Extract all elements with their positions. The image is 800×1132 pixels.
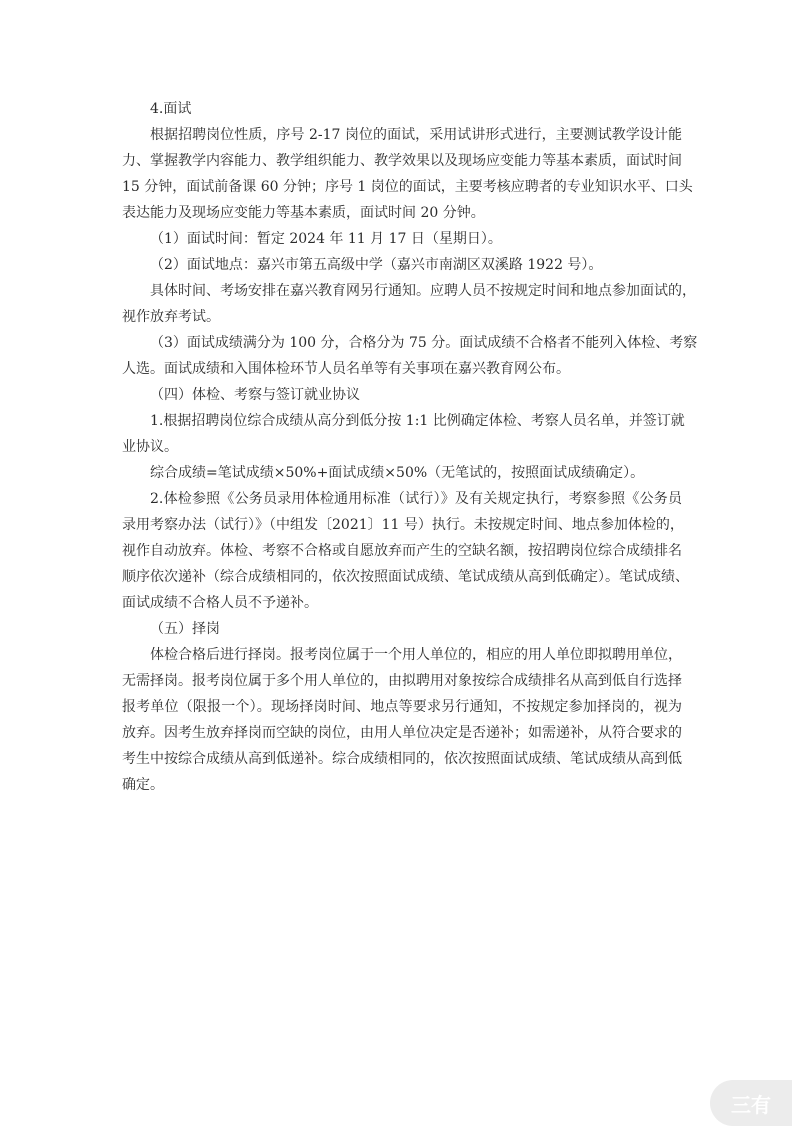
text-line: 根据招聘岗位性质，序号 2-17 岗位的面试，采用试讲形式进行，主要测试教学设计能 [150, 127, 682, 143]
text-line: 具体时间、考场安排在嘉兴教育网另行通知。应聘人员不按规定时间和地点参加面试的， [150, 283, 696, 299]
text-line: 人选。面试成绩和入围体检环节人员名单等有关事项在嘉兴教育网公布。 [122, 361, 570, 377]
text-line: 放弃。因考生放弃择岗而空缺的岗位，由用人单位决定是否递补；如需递补，从符合要求的 [122, 725, 682, 741]
text-line: 表达能力及现场应变能力等基本素质，面试时间 20 分钟。 [122, 205, 485, 221]
text-line: 面试成绩不合格人员不予递补。 [122, 595, 318, 611]
text-line: 1.根据招聘岗位综合成绩从高分到低分按 1:1 比例确定体检、考察人员名单，并签订就 [150, 413, 685, 429]
document-body [122, 98, 698, 800]
text-line: 体检合格后进行择岗。报考岗位属于一个用人单位的，相应的用人单位即拟聘用单位， [150, 647, 682, 663]
text-line: 2.体检参照《公务员录用体检通用标准（试行）》及有关规定执行，考察参照《公务员 [150, 491, 682, 507]
watermark-logo [710, 1080, 792, 1126]
text-line: 业协议。 [122, 439, 178, 455]
text-line: 无需择岗。报考岗位属于多个用人单位的，由拟聘用对象按综合成绩排名从高到低自行选择 [122, 673, 682, 689]
text-line: 力、掌握教学内容能力、教学组织能力、教学效果以及现场应变能力等基本素质，面试时间 [122, 153, 682, 169]
text-line: （3）面试成绩满分为 100 分，合格分为 75 分。面试成绩不合格者不能列入体检、考察 [150, 335, 698, 351]
text-line: （2）面试地点：嘉兴市第五高级中学（嘉兴市南湖区双溪路 1922 号）。 [150, 257, 603, 273]
text-line: 考生中按综合成绩从高到低递补。综合成绩相同的，依次按照面试成绩、笔试成绩从高到低 [122, 751, 682, 767]
text-line: （四）体检、考察与签订就业协议 [150, 387, 360, 403]
text-line: 15 分钟，面试前备课 60 分钟；序号 1 岗位的面试，主要考核应聘者的专业知识水平、口头 [122, 179, 693, 195]
text-line: 视作自动放弃。体检、考察不合格或自愿放弃而产生的空缺名额，按招聘岗位综合成绩排名 [122, 543, 682, 559]
text-line: 确定。 [122, 777, 164, 793]
text-line: 4.面试 [150, 101, 192, 117]
text-line: 录用考察办法（试行）》（中组发〔2021〕11 号）执行。未按规定时间、地点参加体检的， [122, 517, 684, 533]
text-line: （五）择岗 [150, 621, 220, 637]
text-line: 报考单位（限报一个）。现场择岗时间、地点等要求另行通知，不按规定参加择岗的，视为 [122, 699, 682, 715]
text-line: （1）面试时间：暂定 2024 年 11 月 17 日（星期日）。 [150, 231, 502, 247]
text-line: 综合成绩=笔试成绩×50%+面试成绩×50%（无笔试的，按照面试成绩确定）。 [150, 465, 645, 481]
text-line: 顺序依次递补（综合成绩相同的，依次按照面试成绩、笔试成绩从高到低确定）。笔试成绩、 [122, 569, 689, 585]
text-line: 视作放弃考试。 [122, 309, 220, 325]
watermark-text: 三有 [731, 1092, 771, 1117]
